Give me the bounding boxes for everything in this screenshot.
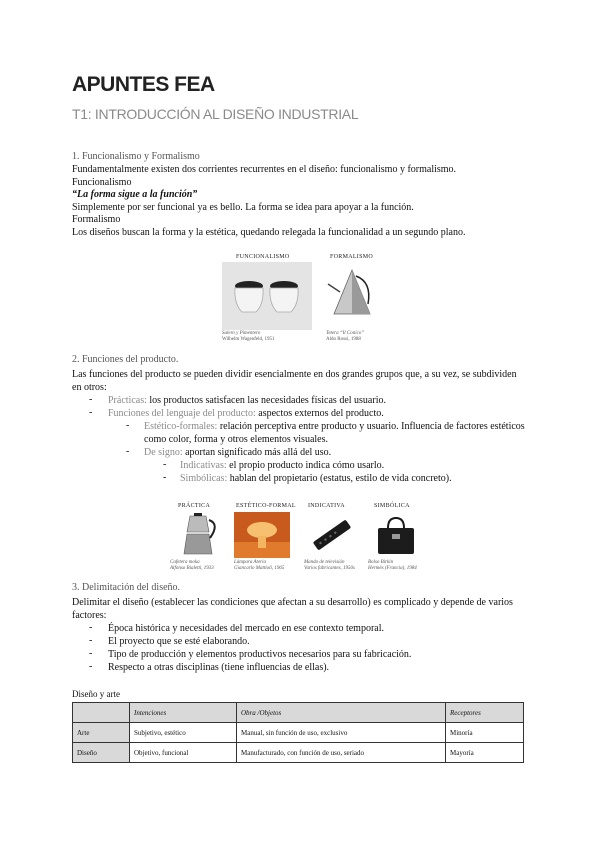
list-item-factor-2: El proyecto que se esté elaborando. [108, 636, 250, 647]
figure2-caption1-0: Cafetera moka [170, 560, 200, 565]
list-item-practicas: Prácticas: los productos satisfacen las necesidades físicas del usuario. [108, 395, 386, 406]
paragraph-intro-3-line2: factores: [72, 610, 107, 621]
figure-caption-left-1: Salero y Pimentero [222, 331, 261, 336]
table-cell: Objetivo, funcional [130, 743, 237, 763]
paragraph-intro-3-line1: Delimitar el diseño (establecer las condiciones que afectan a su desarrollo) es complicado y depende de varios [72, 597, 513, 608]
figure-label-formalismo: FORMALISMO [330, 254, 374, 260]
figure2-label-estetico: ESTÉTICO-FORMAL [236, 503, 296, 509]
figure2-label-simbolica: SIMBÓLICA [374, 503, 410, 509]
table-cell: Manufacturado, con función de uso, seriado [237, 743, 446, 763]
figure-label-funcionalismo: FUNCIONALISMO [236, 254, 290, 260]
section-heading-2: 2. Funciones del producto. [72, 354, 179, 365]
table-cell: Subjetivo, estético [130, 723, 237, 743]
paragraph-intro-2-line2: en otros: [72, 382, 107, 393]
table-row [73, 723, 524, 743]
list-item-de-signo: De signo: aportan significado más allá del uso. [144, 447, 332, 458]
moka-pot-image [170, 512, 226, 558]
figure2-caption1-1: Lámpara Ateria [234, 560, 266, 565]
funcionalismo-text: Simplemente por ser funcional ya es bello. La forma se idea para apoyar a la función. [72, 202, 414, 213]
figure2-caption1-2: Mando de televisión [304, 560, 345, 565]
list-item-factor-3: Tipo de producción y elementos productivos necesarios para su fabricación. [108, 649, 412, 660]
paragraph-intro-1: Fundamentalmente existen dos corrientes recurrentes en el diseño: funcionalismo y formalismo. [72, 164, 457, 175]
birkin-bag-image [368, 512, 424, 558]
table-header-cell: Receptores [446, 703, 524, 723]
conico-kettle-image [326, 262, 378, 330]
figure2-caption2-1: Giancarlo Mattioli, 1965 [234, 566, 285, 571]
figure2-caption2-0: Alfonso Bialetti, 1933 [170, 566, 214, 571]
list-item-lenguaje: Funciones del lenguaje del producto: aspectos externos del producto. [108, 408, 384, 419]
table-header-row [73, 703, 524, 723]
figure2-caption1-3: Bolso Birkin [368, 560, 394, 565]
funcionalismo-label: Funcionalismo [72, 177, 132, 188]
diseno-arte-table [72, 702, 524, 763]
quote: “La forma sigue a la función” [72, 189, 198, 200]
salt-pepper-shakers-image [222, 262, 312, 330]
list-item-factor-1: Época histórica y necesidades del mercado en ese contexto temporal. [108, 623, 384, 634]
remote-control-image [304, 512, 360, 558]
table-caption: Diseño y arte [72, 689, 120, 699]
table-header-cell: Intenciones [130, 703, 237, 723]
table-cell: Manual, sin función de uso, exclusivo [237, 723, 446, 743]
list-item-simbolicas: Simbólicas: hablan del propietario (estatus, estilo de vida concreto). [180, 473, 452, 484]
table-cell: Diseño [73, 743, 130, 763]
figure-caption-left-2: Wilhelm Wagenfeld, 1951 [222, 337, 275, 342]
formalismo-text: Los diseños buscan la forma y la estética, quedando relegada la funcionalidad a un segundo plano. [72, 227, 466, 238]
table-cell: Mayoría [446, 743, 524, 763]
paragraph-intro-2-line1: Las funciones del producto se pueden dividir esencialmente en dos grandes grupos que, a su vez, se subdividen [72, 369, 517, 380]
table-header-cell: Obra /Objetos [237, 703, 446, 723]
figure2-label-indicativa: INDICATIVA [308, 503, 345, 509]
figure-funciones-producto [170, 503, 422, 575]
figure-caption-right-1: Tetera “Il Conico” [326, 331, 365, 336]
list-item-factor-4: Respecto a otras disciplinas (tiene influencias de ellas). [108, 662, 330, 673]
list-item-estetico-formales: Estético-formales: relación perceptiva entre producto y usuario. Influencia de factores estéticos [144, 421, 525, 432]
table-cell: Minoría [446, 723, 524, 743]
section-heading-1: 1. Funcionalismo y Formalismo [72, 151, 200, 162]
atollo-lamp-image [234, 512, 290, 558]
figure-funcionalismo-formalismo [222, 254, 382, 344]
figure2-caption2-2: Varios fabricantes, 1950s [304, 566, 355, 571]
figure2-caption2-3: Hermès (Francia), 1984 [368, 566, 417, 571]
page-subtitle: T1: INTRODUCCIÓN AL DISEÑO INDUSTRIAL [72, 106, 359, 122]
figure-caption-right-2: Aldo Rossi, 1988 [326, 337, 361, 342]
page-title: APUNTES FEA [72, 73, 215, 96]
table-cell: Arte [73, 723, 130, 743]
table-row [73, 743, 524, 763]
table-header-cell [73, 703, 130, 723]
section-heading-3: 3. Delimitación del diseño. [72, 582, 181, 593]
formalismo-label: Formalismo [72, 214, 121, 225]
list-item-estetico-formales-cont: como color, forma y otros elementos visuales. [144, 434, 328, 445]
figure2-label-practica: PRÁCTICA [178, 503, 211, 509]
list-item-indicativas: Indicativas: el propio producto indica cómo usarlo. [180, 460, 385, 471]
